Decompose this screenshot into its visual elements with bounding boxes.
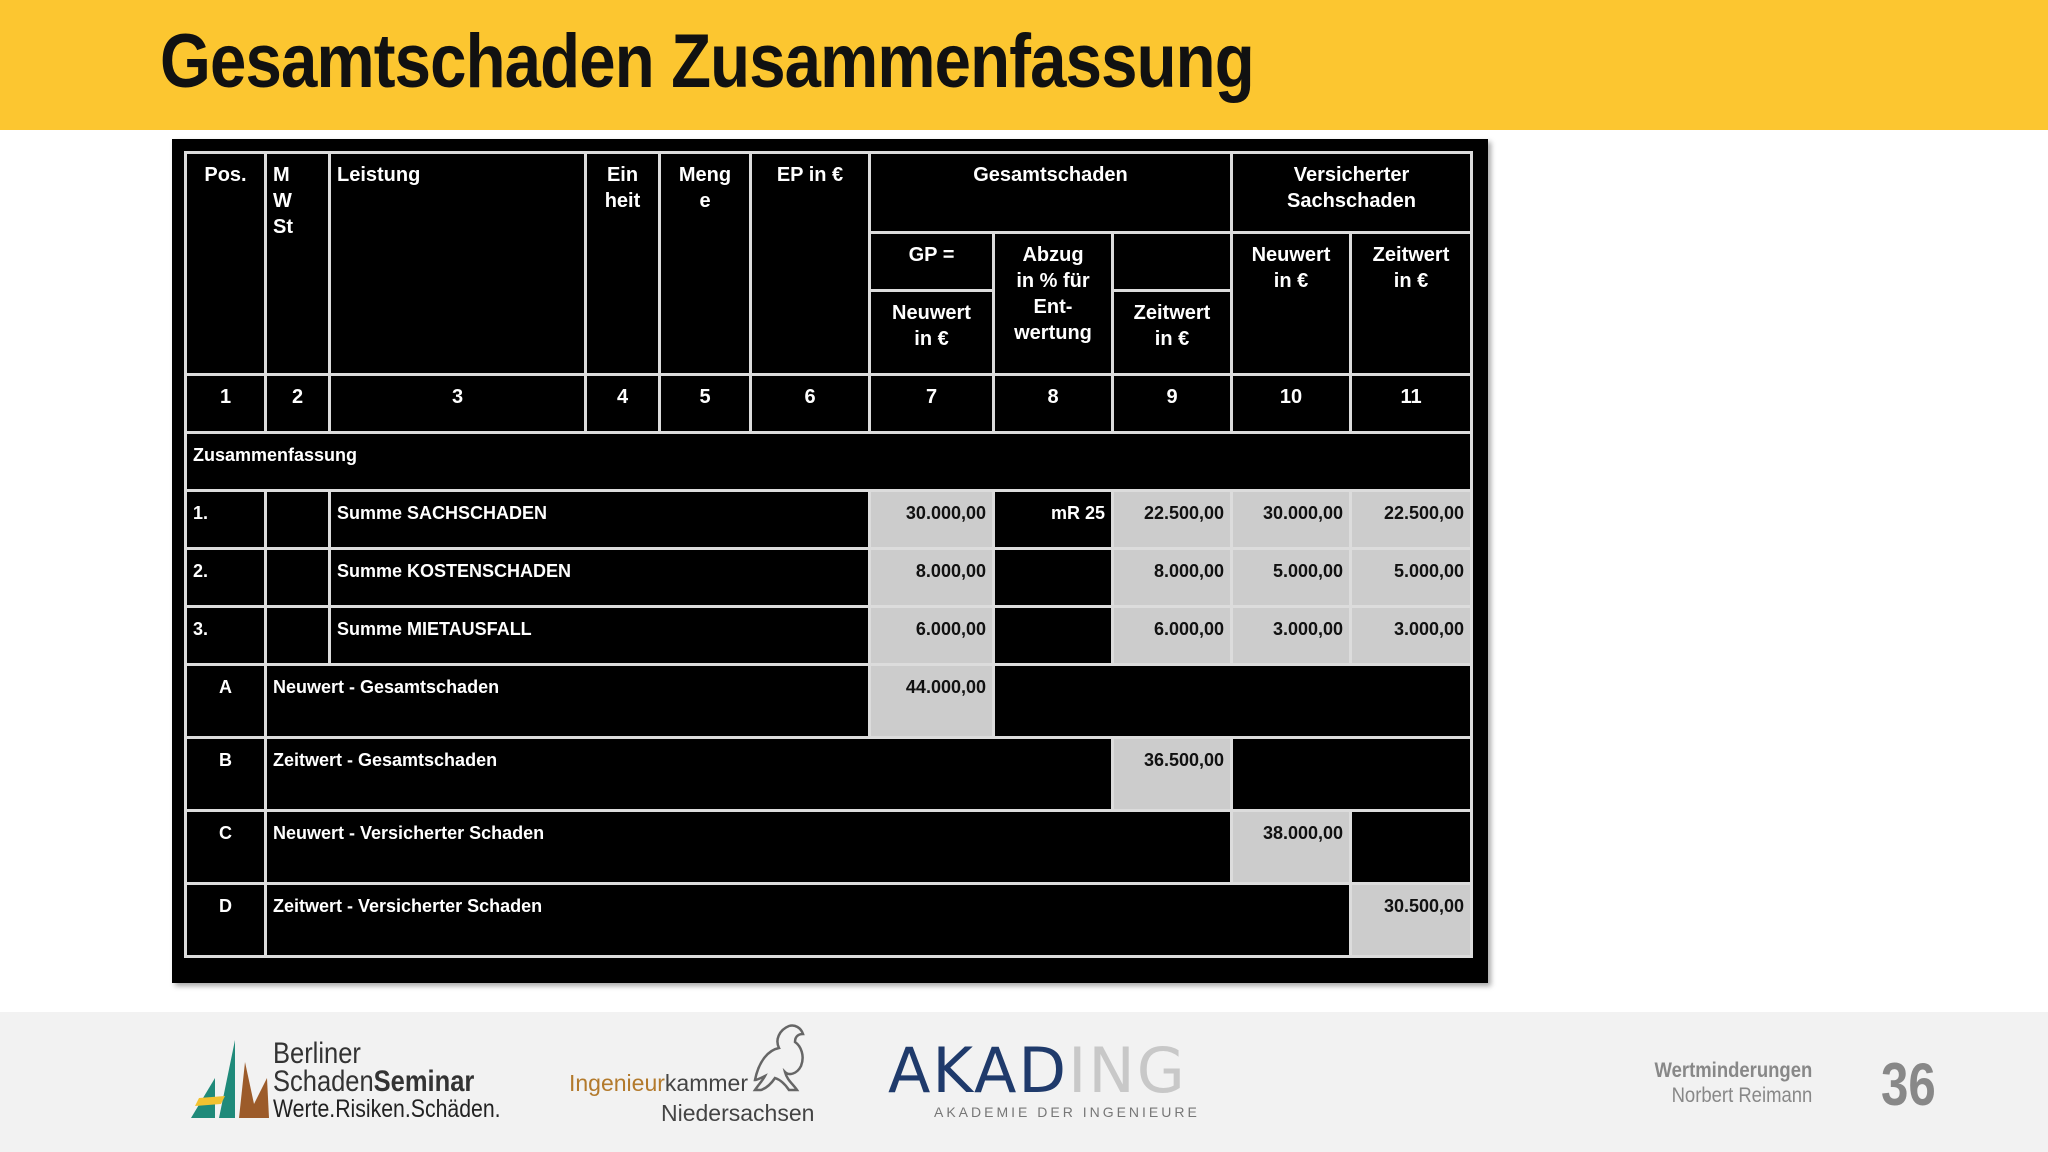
col-header-pos: Pos. bbox=[186, 153, 266, 375]
row-gp-neuwert: 6.000,00 bbox=[870, 607, 994, 665]
total-label: Zeitwert - Gesamtschaden bbox=[266, 738, 1113, 811]
column-number: 1 bbox=[186, 375, 266, 433]
total-row-b bbox=[186, 738, 1472, 811]
row-abzug bbox=[994, 607, 1113, 665]
column-number: 4 bbox=[586, 375, 660, 433]
footer-author: Norbert Reimann bbox=[1671, 1084, 1812, 1107]
total-empty bbox=[1232, 738, 1472, 811]
section-row bbox=[186, 433, 1472, 491]
row-leistung: Summe SACHSCHADEN bbox=[330, 491, 870, 549]
row-vs-zeitwert: 22.500,00 bbox=[1351, 491, 1472, 549]
row-mwst bbox=[266, 491, 330, 549]
row-vs-neuwert: 30.000,00 bbox=[1232, 491, 1351, 549]
row-vs-zeitwert: 3.000,00 bbox=[1351, 607, 1472, 665]
total-row-a bbox=[186, 665, 1472, 738]
akading-wordmark: AKADING bbox=[888, 1034, 1187, 1107]
row-leistung: Summe MIETAUSFALL bbox=[330, 607, 870, 665]
total-label: Neuwert - Gesamtschaden bbox=[266, 665, 870, 738]
column-number: 2 bbox=[266, 375, 330, 433]
total-value: 30.500,00 bbox=[1351, 884, 1472, 957]
total-key: D bbox=[186, 884, 266, 957]
row-abzug: mR 25 bbox=[994, 491, 1113, 549]
column-number: 7 bbox=[870, 375, 994, 433]
column-number: 10 bbox=[1232, 375, 1351, 433]
logo-text-line1: Berliner bbox=[273, 1037, 361, 1070]
col-header-empty bbox=[1113, 233, 1232, 291]
slide-title: Gesamtschaden Zusammenfassung bbox=[160, 19, 1254, 104]
column-number-row bbox=[186, 375, 1472, 433]
row-abzug bbox=[994, 549, 1113, 607]
row-mwst bbox=[266, 549, 330, 607]
row-vs-neuwert: 5.000,00 bbox=[1232, 549, 1351, 607]
total-row-c bbox=[186, 811, 1472, 884]
akading-logo bbox=[888, 1034, 1208, 1120]
section-label: Zusammenfassung bbox=[186, 433, 1472, 491]
row-pos: 2. bbox=[186, 549, 266, 607]
row-zeitwert: 6.000,00 bbox=[1113, 607, 1232, 665]
total-key: C bbox=[186, 811, 266, 884]
damage-summary-table-frame bbox=[172, 139, 1488, 983]
col-header-ep: EP in € bbox=[751, 153, 870, 375]
col-header-versicherter: Versicherter Sachschaden bbox=[1232, 153, 1472, 233]
footer-topic-title: Wertminderungen bbox=[1654, 1059, 1812, 1082]
header-row-1 bbox=[186, 153, 1472, 233]
row-zeitwert: 8.000,00 bbox=[1113, 549, 1232, 607]
col-header-einheit: Ein heit bbox=[586, 153, 660, 375]
page-number: 36 bbox=[1881, 1051, 1936, 1118]
total-key: B bbox=[186, 738, 266, 811]
column-number: 8 bbox=[994, 375, 1113, 433]
column-number: 11 bbox=[1351, 375, 1472, 433]
col-header-vs-zeitwert: Zeitwert in € bbox=[1351, 233, 1472, 375]
total-empty bbox=[1351, 811, 1472, 884]
col-header-gesamtschaden: Gesamtschaden bbox=[870, 153, 1232, 233]
table-row bbox=[186, 491, 1472, 549]
logo-text-line2: SchadenSeminar bbox=[273, 1065, 475, 1098]
column-number: 6 bbox=[751, 375, 870, 433]
total-label: Neuwert - Versicherter Schaden bbox=[266, 811, 1232, 884]
total-key: A bbox=[186, 665, 266, 738]
schadenseminar-logo-icon bbox=[185, 1038, 271, 1122]
ingenieurkammer-logo bbox=[565, 1020, 825, 1130]
row-vs-neuwert: 3.000,00 bbox=[1232, 607, 1351, 665]
title-bar bbox=[0, 0, 2048, 130]
row-pos: 3. bbox=[186, 607, 266, 665]
table-row bbox=[186, 607, 1472, 665]
total-empty bbox=[994, 665, 1472, 738]
row-vs-zeitwert: 5.000,00 bbox=[1351, 549, 1472, 607]
row-mwst bbox=[266, 607, 330, 665]
ik-text-line1: Ingenieurkammer bbox=[569, 1070, 748, 1096]
column-number: 9 bbox=[1113, 375, 1232, 433]
ik-text-line2: Niedersachsen bbox=[661, 1100, 815, 1126]
logo-tagline: Werte.Risiken.Schäden. bbox=[273, 1095, 501, 1123]
col-header-gp: GP = bbox=[870, 233, 994, 291]
column-number: 5 bbox=[660, 375, 751, 433]
row-gp-neuwert: 8.000,00 bbox=[870, 549, 994, 607]
akading-tagline: AKADEMIE DER INGENIEURE bbox=[934, 1104, 1200, 1120]
damage-summary-table bbox=[184, 151, 1473, 958]
col-header-zeitwert: Zeitwert in € bbox=[1113, 291, 1232, 375]
col-header-menge: Meng e bbox=[660, 153, 751, 375]
total-value: 36.500,00 bbox=[1113, 738, 1232, 811]
col-header-vs-neuwert: Neuwert in € bbox=[1232, 233, 1351, 375]
total-label: Zeitwert - Versicherter Schaden bbox=[266, 884, 1351, 957]
row-gp-neuwert: 30.000,00 bbox=[870, 491, 994, 549]
total-value: 44.000,00 bbox=[870, 665, 994, 738]
footer-topic bbox=[1654, 1058, 1812, 1108]
total-value: 38.000,00 bbox=[1232, 811, 1351, 884]
col-header-leistung: Leistung bbox=[330, 153, 586, 375]
table-row bbox=[186, 549, 1472, 607]
column-number: 3 bbox=[330, 375, 586, 433]
horse-icon bbox=[745, 1020, 815, 1094]
col-header-neuwert: Neuwert in € bbox=[870, 291, 994, 375]
col-header-abzug: Abzug in % für Ent- wertung bbox=[994, 233, 1113, 375]
total-row-d bbox=[186, 884, 1472, 957]
berliner-schadenseminar-logo bbox=[185, 1037, 501, 1123]
row-zeitwert: 22.500,00 bbox=[1113, 491, 1232, 549]
row-pos: 1. bbox=[186, 491, 266, 549]
col-header-mwst: M W St bbox=[266, 153, 330, 375]
row-leistung: Summe KOSTENSCHADEN bbox=[330, 549, 870, 607]
